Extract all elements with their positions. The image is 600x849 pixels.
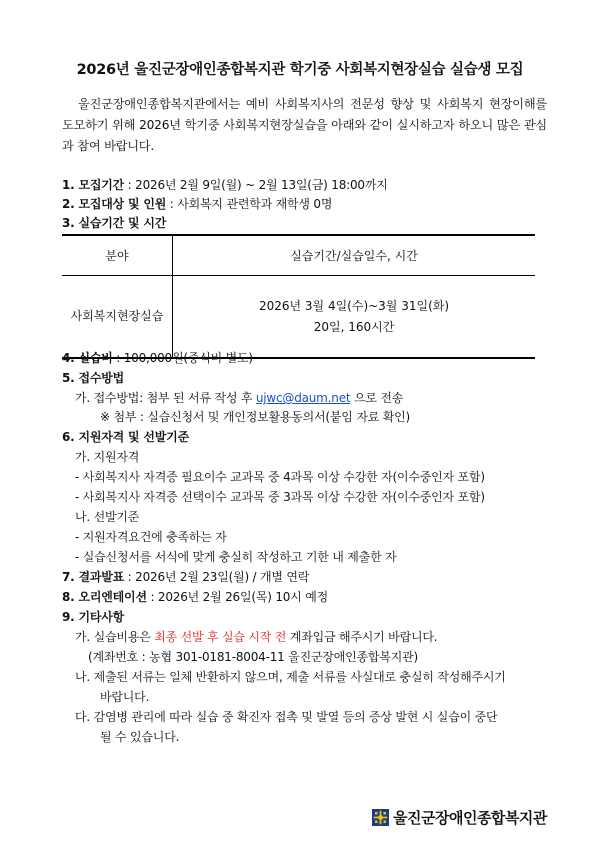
footer-org [372,807,547,828]
qualification-b2: - 실습신청서를 서식에 맞게 충실히 작성하고 기한 내 제출한 자 [75,550,397,564]
intro-paragraph [62,94,547,157]
item-value: : 사회복지 관련학과 재학생 0명 [166,197,333,211]
etc-b-line2: 바랍니다. [100,690,150,704]
table-cell-field: 사회복지현장실습 [62,276,173,359]
item-etc-heading [62,608,124,625]
etc-a-pre: 가. 실습비용은 [75,630,155,644]
item-orientation [62,588,328,605]
item-apply-method [75,389,403,406]
table-header-field: 분야 [62,235,173,276]
item-qualification-heading [62,428,189,445]
item-apply-heading [62,369,124,386]
item-value: : 100,000원(중식비 별도) [112,351,253,365]
apply-method-text: 가. 접수방법: 첨부 된 서류 작성 후 [75,391,256,405]
item-label: 3. 실습기간 및 시간 [62,216,167,230]
email-link[interactable]: ujwc@daum.net [255,391,351,405]
schedule-table [62,234,535,359]
qualification-b1: - 지원자격요건에 충족하는 자 [75,530,227,544]
item-label: 4. 실습비 [62,351,113,365]
qualification-sub-a: 가. 지원자격 [75,450,140,464]
item-label: 5. 접수방법 [62,371,125,385]
item-value: : 2026년 2월 23일(월) / 개별 연락 [124,570,310,584]
item-label: 7. 결과발표 [62,570,125,584]
item-value: : 2026년 2월 9일(월) ~ 2월 13일(금) 18:00까지 [124,178,388,192]
table-header-period: 실습기간/실습일수, 시간 [173,235,536,276]
item-label: 2. 모집대상 및 인원 [62,197,167,211]
item-label: 1. 모집기간 [62,178,125,192]
document-title: 2026년 울진군장애인종합복지관 학기중 사회복지현장실습 실습생 모집 [76,62,524,78]
apply-method-suffix: 으로 전송 [350,391,404,405]
item-label: 6. 지원자격 및 선발기준 [62,430,189,444]
period-days: 20일, 160시간 [313,319,395,334]
intro-text: 울진군장애인종합복지관에서는 예비 사회복지사의 전문성 향상 및 사회복지 현장이해를 도모하기 위해 2026년 학기중 사회복지현장실습을 아래와 같이 실시하고자 하오니 많은 관심과 참여 바랍니다. [62,97,547,153]
etc-c-line1: 다. 감염병 관리에 따라 실습 중 확진자 접촉 및 발열 등의 증상 발현 시 실습이 중단 [75,710,498,724]
etc-c-line2: 될 수 있습니다. [100,730,180,744]
item-result [62,568,309,585]
item-recruit-period [62,176,388,193]
qualification-sub-b: 나. 선발기준 [75,510,140,524]
qualification-a1: - 사회복지사 자격증 필요이수 교과목 중 4과목 이상 수강한 자(이수중인자 포함) [75,470,485,484]
qualification-a2: - 사회복지사 자격증 선택이수 교과목 중 3과목 이상 수강한 자(이수중인자 포함) [75,490,485,504]
org-logo-icon [372,809,389,826]
etc-a-account: (계좌번호 : 농협 301-0181-8004-11 울진군장애인종합복지관) [88,650,418,664]
item-target [62,195,332,212]
item-fee [62,349,253,366]
item-value: : 2026년 2월 26일(목) 10시 예정 [146,590,328,604]
org-name: 울진군장애인종합복지관 [393,809,547,827]
etc-b-line1: 나. 제출된 서류는 일체 반환하지 않으며, 제출 서류를 사실대로 충실히 작성해주시기 [75,670,506,684]
etc-a-post: 계좌입금 해주시기 바랍니다. [286,630,438,644]
period-dates: 2026년 3월 4일(수)~3월 31일(화) [258,298,450,313]
table-row [62,276,535,359]
item-apply-note: ※ 첨부 : 실습신청서 및 개인정보활용동의서(붙임 자료 확인) [100,410,410,424]
etc-a [75,628,437,645]
item-schedule-heading [62,214,166,231]
etc-a-highlight: 최종 선발 후 실습 시작 전 [154,630,287,644]
item-label: 8. 오리엔테이션 [62,590,147,604]
table-cell-period [173,276,536,359]
table-header-row [62,235,535,276]
item-label: 9. 기타사항 [62,610,125,624]
